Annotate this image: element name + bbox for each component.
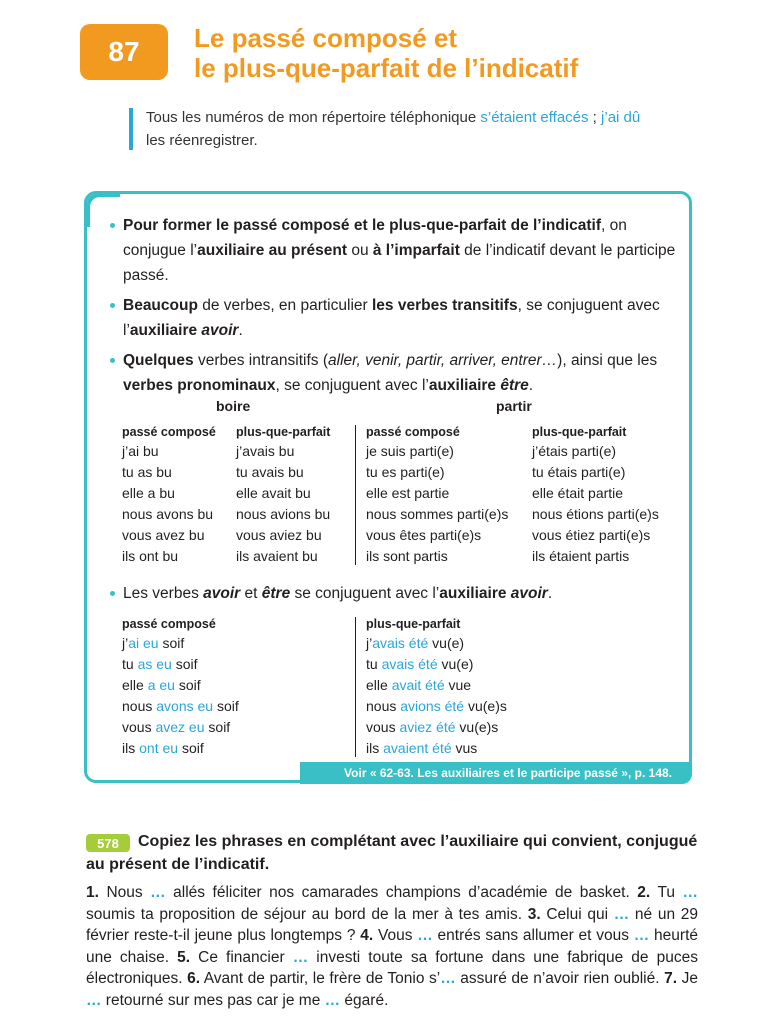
exercise-number-badge: [86, 834, 130, 852]
partir-pc-row-3: elle est partie: [366, 485, 450, 501]
blank-placeholder: …: [292, 948, 309, 966]
avoir-etre-pc-row-1: [122, 633, 239, 654]
rule-bullet-1: [108, 213, 688, 288]
complement: vu(e): [437, 656, 474, 672]
partir-pc-row-1: je suis parti(e): [366, 443, 454, 459]
rule-1-part-d: ou: [347, 242, 373, 259]
rule-2-part-e: auxiliaire: [129, 322, 202, 339]
verb-title-partir: partir: [496, 398, 532, 414]
boire-pqp-row-1: j’avais bu: [236, 443, 295, 459]
intro-accent-bar: [129, 108, 133, 150]
partir-pc-list: [366, 441, 508, 567]
sentence-text: Tu: [650, 884, 683, 901]
blank-placeholder: …: [86, 991, 102, 1009]
rule-3-part-b: verbes intransitifs (: [193, 352, 329, 369]
intro-text-2: ;: [588, 109, 602, 126]
boire-pc-row-6: ils ont bu: [122, 548, 179, 564]
rule-4-part-d: être: [261, 585, 291, 602]
pronoun: elle: [366, 677, 392, 693]
rule-2-part-f: avoir: [201, 322, 239, 339]
auxiliary: avez eu: [155, 719, 205, 735]
sentence-number: 7.: [664, 970, 678, 987]
avoir-etre-pqp-list: [366, 633, 507, 759]
rule-2-part-c: les verbes transitifs: [371, 297, 518, 314]
lesson-title: [194, 23, 578, 83]
bullet-dot: [110, 303, 115, 308]
sentence-text: Je: [677, 970, 698, 987]
exercise-number: 578: [97, 835, 119, 851]
avoir-etre-pc-row-3: [122, 675, 239, 696]
pronoun: j’: [366, 635, 373, 651]
partir-pc-row-5: vous êtes parti(e)s: [366, 527, 482, 543]
boire-pqp-row-4: nous avions bu: [236, 506, 331, 522]
pronoun: tu: [122, 656, 138, 672]
avoir-etre-pqp-row-3: [366, 675, 507, 696]
partir-pqp-row-3: elle était partie: [532, 485, 624, 501]
sentence-text: allés féliciter nos camarades champions d’académie de basket.: [165, 884, 638, 901]
sentence-text: retourné sur mes pas car je me: [101, 991, 325, 1009]
complement: vus: [451, 740, 478, 756]
sentence-text: Vous: [373, 927, 418, 944]
rule-4-part-c: et: [240, 585, 262, 602]
pronoun: nous: [366, 698, 401, 714]
pronoun: ils: [366, 740, 384, 756]
boire-pqp-header: plus-que-parfait: [236, 425, 331, 439]
auxiliary: avais été: [372, 635, 429, 651]
exercise-instruction: Copiez les phrases en complétant avec l’auxiliaire qui convient, conjugué au présent de l’indicatif.: [86, 833, 698, 873]
pronoun: elle: [122, 677, 148, 693]
blank-placeholder: …: [633, 927, 650, 944]
table-divider: [355, 425, 356, 565]
pronoun: j’: [122, 635, 129, 651]
rule-3-part-e: verbes pronominaux: [123, 377, 276, 394]
avoir-etre-pqp-row-4: [366, 696, 507, 717]
avoir-etre-pc-row-5: [122, 717, 239, 738]
bullet-dot: [110, 591, 115, 596]
rule-4-part-g: avoir: [510, 585, 548, 602]
auxiliary: avais été: [381, 656, 438, 672]
rule-3-part-a: Quelques: [123, 352, 194, 369]
sentence-number: 1.: [86, 884, 99, 901]
boire-pqp-row-3: elle avait bu: [236, 485, 311, 501]
auxiliary: avait été: [391, 677, 445, 693]
boire-passe-compose: [122, 423, 216, 567]
boire-plus-que-parfait: [236, 423, 330, 567]
lesson-number: 87: [108, 36, 140, 67]
complement: vu(e): [428, 635, 465, 651]
sentence-text: Ce financier: [190, 948, 293, 966]
exercise-sentences: [86, 882, 698, 1011]
avoir-etre-pc-header: passé composé: [122, 617, 216, 631]
bullet-dot: [110, 358, 115, 363]
boire-pc-row-2: tu as bu: [122, 464, 172, 480]
auxiliary: ont eu: [139, 740, 179, 756]
intro-highlight-2: j’ai dû: [601, 109, 641, 126]
pronoun: vous: [122, 719, 156, 735]
rule-3-part-f: , se conjuguent avec l’: [275, 377, 429, 394]
partir-pc-row-2: tu es parti(e): [366, 464, 445, 480]
boire-pc-row-1: j’ai bu: [122, 443, 159, 459]
sentence-text: soumis ta proposition de séjour au bord de la mer à tes amis.: [86, 905, 528, 923]
avoir-etre-plus-que-parfait: [366, 615, 507, 759]
rule-1-part-a: Pour former le passé composé et le plus-que-parfait de l’indicatif: [123, 217, 602, 234]
rule-box-inner: [90, 197, 686, 777]
avoir-etre-passe-compose: [122, 615, 239, 759]
boire-pc-row-5: vous avez bu: [122, 527, 205, 543]
sentence-text: Avant de partir, le frère de Tonio s’: [200, 970, 441, 987]
sentence-text: égaré.: [340, 991, 389, 1009]
auxiliary: ai eu: [128, 635, 159, 651]
complement: soif: [204, 719, 231, 735]
blank-placeholder: …: [613, 905, 630, 923]
rule-1-part-e: à l’imparfait: [372, 242, 460, 259]
partir-pqp-row-4: nous étions parti(e)s: [532, 506, 659, 522]
boire-pqp-row-2: tu avais bu: [236, 464, 304, 480]
sentence-number: 6.: [187, 970, 201, 987]
avoir-etre-pqp-header: plus-que-parfait: [366, 617, 461, 631]
sentence-number: 4.: [360, 927, 374, 944]
partir-pc-row-4: nous sommes parti(e)s: [366, 506, 509, 522]
boire-pqp-row-5: vous aviez bu: [236, 527, 322, 543]
complement: vu(e)s: [455, 719, 499, 735]
pronoun: vous: [366, 719, 400, 735]
rule-1-part-f: de l’indicatif devant le participe passé.: [123, 242, 676, 284]
boire-pc-header: passé composé: [122, 425, 216, 439]
partir-plus-que-parfait: [532, 423, 659, 567]
bullet-dot: [110, 223, 115, 228]
partir-pc-row-6: ils sont partis: [366, 548, 448, 564]
rule-2-part-a: Beaucoup: [123, 297, 198, 314]
verb-title-boire: boire: [216, 398, 251, 414]
rule-3-part-i: .: [528, 377, 534, 394]
auxiliary: avons eu: [156, 698, 214, 714]
auxiliary: aviez été: [399, 719, 456, 735]
pronoun: ils: [122, 740, 140, 756]
avoir-etre-pqp-row-6: [366, 738, 507, 759]
see-also-text: Voir « 62-63. Les auxiliaires et le participe passé », p. 148.: [344, 766, 672, 780]
rule-1-part-c: auxiliaire au présent: [197, 242, 348, 259]
partir-pc-header: passé composé: [366, 425, 460, 439]
rule-1-part-b: , on conjugue l’: [123, 217, 627, 259]
avoir-etre-pqp-row-1: [366, 633, 507, 654]
rule-2-part-g: .: [238, 322, 243, 339]
avoir-etre-pqp-row-2: [366, 654, 507, 675]
sentence-text: investi toute sa fortune dans une fabrique de puces électroniques.: [86, 948, 698, 987]
partir-pqp-header: plus-que-parfait: [532, 425, 627, 439]
pronoun: nous: [122, 698, 157, 714]
complement: soif: [174, 677, 201, 693]
rule-4-part-e: se conjuguent avec l’: [290, 585, 440, 602]
auxiliary: avaient été: [383, 740, 452, 756]
auxiliary: a eu: [147, 677, 175, 693]
partir-passe-compose: [366, 423, 508, 567]
blank-placeholder: …: [440, 970, 456, 987]
complement: vue: [444, 677, 472, 693]
rule-4-part-a: Les verbes: [123, 585, 204, 602]
sentence-text: Celui qui: [540, 905, 614, 923]
blank-placeholder: …: [417, 927, 433, 944]
auxiliary: as eu: [137, 656, 172, 672]
rule-bullet-2: [108, 293, 688, 343]
avoir-etre-pc-row-4: [122, 696, 239, 717]
lesson-title-line-2: le plus-que-parfait de l’indicatif: [194, 53, 579, 83]
rule-3-part-c: aller, venir, partir, arriver, entrer…: [328, 352, 558, 369]
sentence-text: entrés sans allumer et vous: [432, 927, 634, 944]
boire-pc-list: [122, 441, 216, 567]
rule-4-part-h: .: [547, 585, 553, 602]
rule-2-part-d: , se conjuguent avec l’: [123, 297, 660, 339]
rule-3-part-g: auxiliaire: [428, 377, 501, 394]
rule-2-part-b: de verbes, en particulier: [197, 297, 372, 314]
boire-pc-row-3: elle a bu: [122, 485, 175, 501]
boire-pc-row-4: nous avons bu: [122, 506, 214, 522]
complement: soif: [171, 656, 198, 672]
lesson-number-badge: [80, 24, 168, 80]
partir-pqp-row-1: j’étais parti(e): [532, 443, 617, 459]
avoir-etre-pc-row-2: [122, 654, 239, 675]
rule-box: [84, 191, 692, 783]
avoir-etre-pc-row-6: [122, 738, 239, 759]
sentence-text: heurté une chaise.: [86, 927, 698, 966]
auxiliary: avions été: [400, 698, 465, 714]
sentence-text: assuré de n’avoir rien oublié.: [455, 970, 665, 987]
rule-3-part-h: être: [500, 377, 529, 394]
boire-pqp-row-6: ils avaient bu: [236, 548, 318, 564]
partir-pqp-row-6: ils étaient partis: [532, 548, 630, 564]
sentence-number: 5.: [177, 948, 191, 966]
rule-4-part-b: avoir: [203, 585, 241, 602]
blank-placeholder: …: [682, 884, 698, 901]
complement: vu(e)s: [464, 698, 507, 714]
partir-pqp-row-2: tu étais parti(e): [532, 464, 626, 480]
rule-bullets-2: [108, 581, 688, 611]
boire-pqp-list: [236, 441, 330, 567]
rule-3-part-d: ), ainsi que les: [557, 352, 658, 369]
blank-placeholder: …: [324, 991, 341, 1009]
complement: soif: [178, 740, 204, 756]
sentence-number: 3.: [527, 905, 541, 923]
sentence-text: né un 29 février reste-t-il jeune plus longtemps ?: [86, 905, 698, 944]
see-also-link[interactable]: [300, 762, 692, 784]
intro-example: [146, 106, 646, 152]
complement: soif: [213, 698, 239, 714]
sentence-text: Nous: [98, 884, 151, 901]
complement: soif: [158, 635, 185, 651]
partir-pqp-list: [532, 441, 659, 567]
avoir-etre-pc-list: [122, 633, 239, 759]
intro-highlight-1: s’étaient effacés: [480, 109, 589, 126]
rule-bullets: [108, 213, 688, 403]
partir-pqp-row-5: vous étiez parti(e)s: [532, 527, 651, 543]
intro-text-1: Tous les numéros de mon répertoire téléphonique: [146, 109, 481, 126]
rule-bullet-3: [108, 348, 688, 398]
blank-placeholder: …: [150, 884, 166, 901]
rule-bullet-4: [108, 581, 688, 606]
pronoun: tu: [366, 656, 382, 672]
intro-text-3: les réenregistrer.: [146, 132, 258, 149]
sentence-number: 2.: [637, 884, 651, 901]
rule-4-part-f: auxiliaire: [439, 585, 511, 602]
table-divider-2: [355, 617, 356, 757]
lesson-title-line-1: Le passé composé et: [194, 23, 457, 53]
avoir-etre-pqp-row-5: [366, 717, 507, 738]
